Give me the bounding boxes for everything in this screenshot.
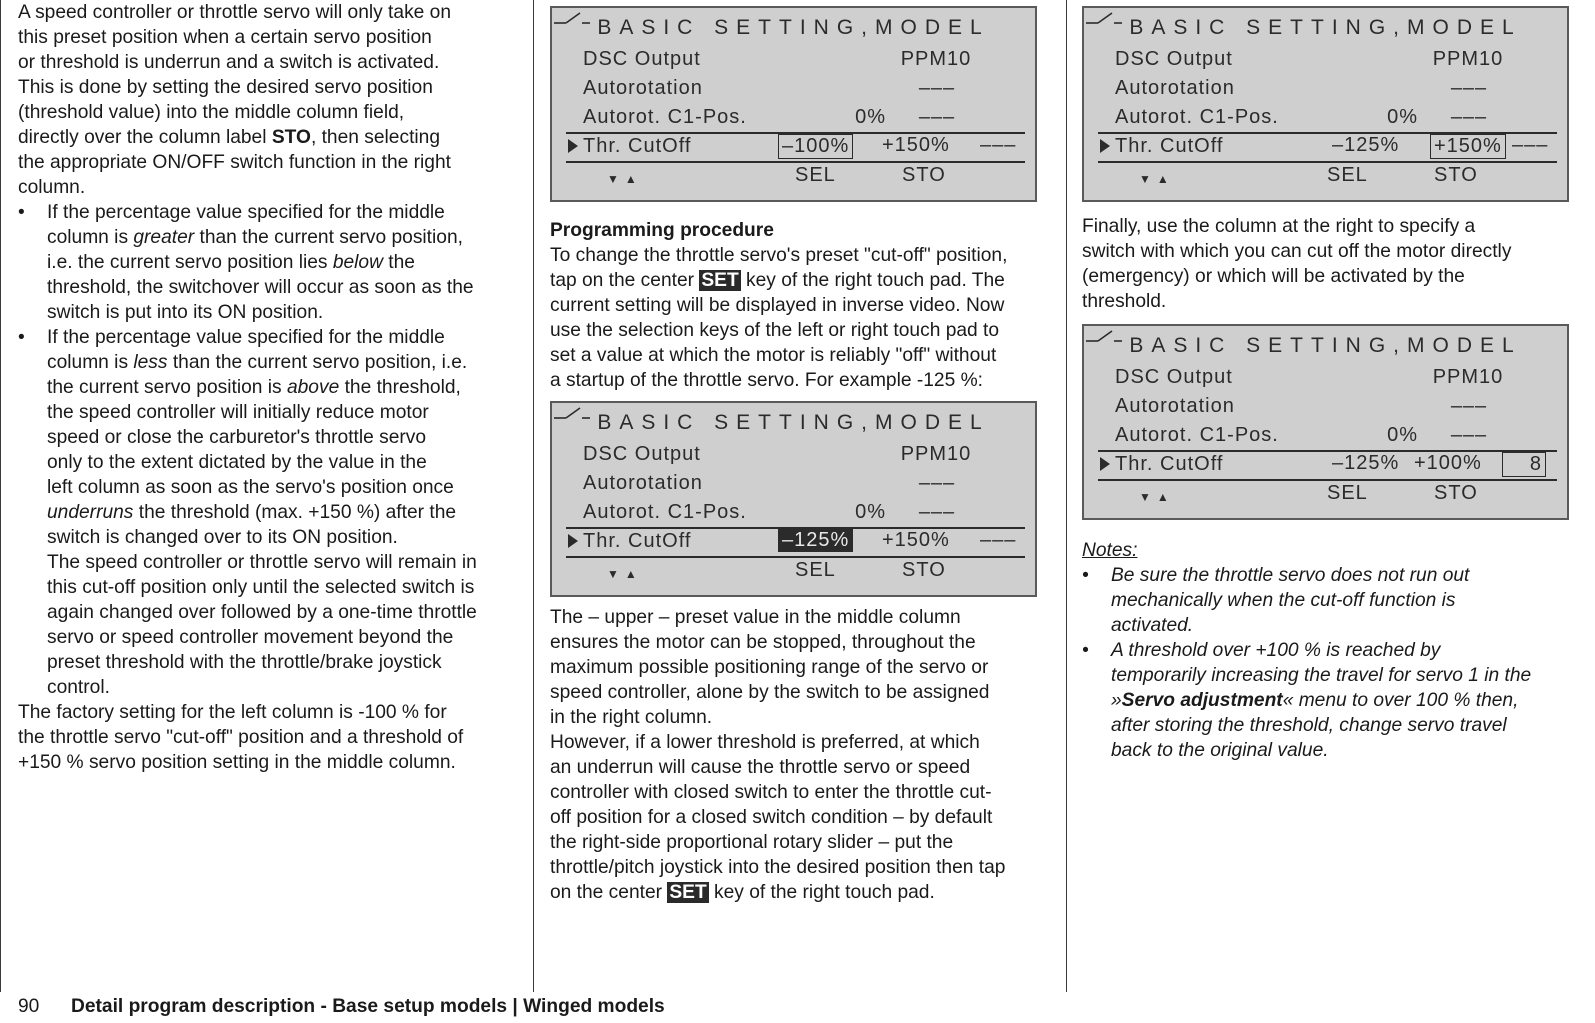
lcd-dsc-output-label: DSC Output	[583, 443, 701, 465]
lcd-dsc-output-value: PPM10	[1432, 48, 1504, 70]
page-number: 90	[18, 996, 40, 1017]
bullet-less: • If the percentage value specified for the middle column is less than the current servo position, i.e. the current servo position is above the threshold, the speed controller will initially reduce motor speed or close the carburetor's throttle servo only to the extent dictated by the value in the left column as soon as the servo's position once underruns the threshold (max. +150 %) after the switch is changed over to its ON position.	[18, 327, 468, 548]
lcd-autorot-c1-pct: 0%	[1387, 424, 1418, 446]
lcd-sel-label: SEL	[795, 559, 836, 581]
lcd-dsc-output-label: DSC Output	[1115, 48, 1233, 70]
lcd-autorotation-label: Autorotation	[1115, 77, 1235, 99]
note-1: • Be sure the throttle servo does not run out mechanically when the cut-off function is activated.	[1082, 565, 1470, 636]
lcd-autorot-c1-value: –––	[1450, 106, 1488, 128]
lcd-autorotation-label: Autorotation	[583, 472, 703, 494]
lcd-cutoff-position-value: –125%	[1332, 134, 1400, 156]
lcd-screen-switch	[1082, 324, 1569, 520]
lcd-threshold-value: +150%	[1430, 134, 1506, 159]
lcd-autorot-c1-pct: 0%	[1387, 106, 1418, 128]
lcd-thr-cutoff-label: Thr. CutOff	[1115, 135, 1224, 157]
lcd-thr-cutoff-label: Thr. CutOff	[583, 135, 692, 157]
lcd-autorotation-label: Autorotation	[1115, 395, 1235, 417]
column-middle	[550, 0, 1045, 905]
lcd-sel-label: SEL	[795, 164, 836, 186]
lcd-divider-top	[1098, 450, 1557, 452]
lcd-autorot-c1-value: –––	[918, 501, 956, 523]
finally-paragraph: Finally, use the column at the right to specify a switch with which you can cut off the motor directly (emergency) or which will be activated by the threshold.	[1082, 216, 1512, 312]
lcd-title: BASIC SETTING,MODEL	[1129, 16, 1522, 39]
intro-paragraph: A speed controller or throttle servo will only take on this preset position when a certain servo position or threshold is underrun and a switch is activated. This is done by setting the desired servo position (threshold value) into the middle column field, directly over the column label STO, then selecting the appropriate ON/OFF switch function in the right column.	[18, 2, 452, 198]
column-divider-1	[533, 0, 534, 992]
footer-title: Detail program description - Base setup models | Winged models	[71, 996, 665, 1017]
lcd-autorot-c1-pct: 0%	[855, 501, 886, 523]
lcd-sto-label: STO	[902, 164, 946, 186]
lcd-autorot-c1-value: –––	[1450, 424, 1488, 446]
navigation-arrows-icon: ▼▲	[607, 172, 643, 186]
lcd-switch-value: –––	[980, 529, 1017, 551]
lcd-switch-value: 8	[1502, 452, 1546, 477]
lcd-sto-label: STO	[1434, 482, 1478, 504]
lcd-dsc-output-value: PPM10	[900, 443, 972, 465]
lcd-dsc-output-value: PPM10	[1432, 366, 1504, 388]
lcd-autorot-c1-label: Autorot. C1-Pos.	[583, 106, 747, 128]
row-pointer-icon	[1100, 139, 1110, 153]
lcd-dsc-output-value: PPM10	[900, 48, 972, 70]
page-footer	[0, 996, 760, 1022]
lcd-sto-label: STO	[902, 559, 946, 581]
navigation-arrows-icon: ▼▲	[1139, 490, 1175, 504]
lcd-autorotation-value: –––	[1450, 77, 1488, 99]
however-paragraph: However, if a lower threshold is preferred, at which an underrun will cause the throttle servo or speed controller with closed switch to enter the throttle cut- off position for a closed switch condition – by default the right-side proportional rotary slider – put the throttle/pitch joystick into the desired position then tap on the center SET key of the right touch pad.	[550, 732, 1006, 903]
lcd-autorot-c1-value: –––	[918, 106, 956, 128]
lcd-divider-bottom	[566, 161, 1025, 163]
note-2: • A threshold over +100 % is reached by temporarily increasing the travel for servo 1 in the »Servo adjustment« menu to over 100 % then, after storing the threshold, change servo travel back to the original value.	[1082, 640, 1532, 761]
lcd-autorotation-label: Autorotation	[583, 77, 703, 99]
column-left	[18, 0, 513, 775]
remain-paragraph: The speed controller or throttle servo will remain in this cut-off position only until the selected switch is again changed over followed by a one-time throttle servo or speed controller movement beyond the preset threshold with the throttle/brake joystick control.	[47, 552, 477, 698]
set-key-label: SET	[701, 270, 739, 291]
lcd-divider-bottom	[1098, 161, 1557, 163]
lcd-threshold-value: +150%	[882, 529, 950, 551]
procedure-paragraph: To change the throttle servo's preset "cut-off" position, tap on the center SET key of the right touch pad. The current setting will be displayed in inverse video. Now use the selection keys of the left or right touch pad to set a value at which the motor is reliably "off" without a startup of the throttle servo. For example -125 %:	[550, 245, 1008, 391]
lcd-sel-label: SEL	[1327, 164, 1368, 186]
lcd-sto-label: STO	[1434, 164, 1478, 186]
lcd-screen-threshold	[1082, 6, 1569, 202]
lcd-divider-bottom	[1098, 479, 1557, 481]
lcd-autorot-c1-label: Autorot. C1-Pos.	[1115, 424, 1279, 446]
factory-paragraph: The factory setting for the left column is -100 % for the throttle servo "cut-off" position and a threshold of +150 % servo position setting in the middle column.	[18, 702, 464, 773]
notes-heading: Notes:	[1082, 540, 1138, 561]
lcd-autorot-c1-label: Autorot. C1-Pos.	[583, 501, 747, 523]
lcd-title: BASIC SETTING,MODEL	[597, 411, 990, 434]
row-pointer-icon	[568, 139, 578, 153]
lcd-switch-value: –––	[980, 134, 1017, 156]
lcd-autorotation-value: –––	[1450, 395, 1488, 417]
lcd-autorot-c1-pct: 0%	[855, 106, 886, 128]
lcd-autorotation-value: –––	[918, 472, 956, 494]
row-pointer-icon	[568, 534, 578, 548]
lcd-title: BASIC SETTING,MODEL	[1129, 334, 1522, 357]
lcd-autorotation-value: –––	[918, 77, 956, 99]
lcd-cutoff-position-value: –125%	[1332, 452, 1400, 474]
lcd-autorot-c1-label: Autorot. C1-Pos.	[1115, 106, 1279, 128]
column-right	[1082, 0, 1577, 763]
lcd-cutoff-position-value: –125%	[778, 529, 853, 552]
lcd-divider-bottom	[566, 556, 1025, 558]
section-heading: Programming procedure	[550, 220, 774, 241]
navigation-arrows-icon: ▼▲	[1139, 172, 1175, 186]
lcd-cutoff-position-value: –100%	[778, 134, 853, 159]
set-key-label: SET	[669, 882, 707, 903]
page-left-rule	[0, 0, 1, 992]
navigation-arrows-icon: ▼▲	[607, 567, 643, 581]
lcd-thr-cutoff-label: Thr. CutOff	[583, 530, 692, 552]
lcd-dsc-output-label: DSC Output	[1115, 366, 1233, 388]
row-pointer-icon	[1100, 457, 1110, 471]
column-divider-2	[1066, 0, 1067, 992]
lcd-thr-cutoff-label: Thr. CutOff	[1115, 453, 1224, 475]
lcd-screen-inverse	[550, 401, 1037, 597]
lcd-threshold-value: +100%	[1414, 452, 1482, 474]
lcd-switch-value: –––	[1512, 134, 1549, 156]
lcd-screen-default	[550, 6, 1037, 202]
lcd-dsc-output-label: DSC Output	[583, 48, 701, 70]
lcd-title: BASIC SETTING,MODEL	[597, 16, 990, 39]
bullet-greater: • If the percentage value specified for the middle column is greater than the current servo position, i.e. the current servo position lies below the threshold, the switchover will occur as soon as the switch is put into its ON position.	[18, 202, 474, 323]
lcd-threshold-value: +150%	[882, 134, 950, 156]
lcd-sel-label: SEL	[1327, 482, 1368, 504]
upper-paragraph: The – upper – preset value in the middle column ensures the motor can be stopped, throughout the maximum possible positioning range of the servo or speed controller, alone by the switch to be assigned in the right column.	[550, 607, 990, 728]
